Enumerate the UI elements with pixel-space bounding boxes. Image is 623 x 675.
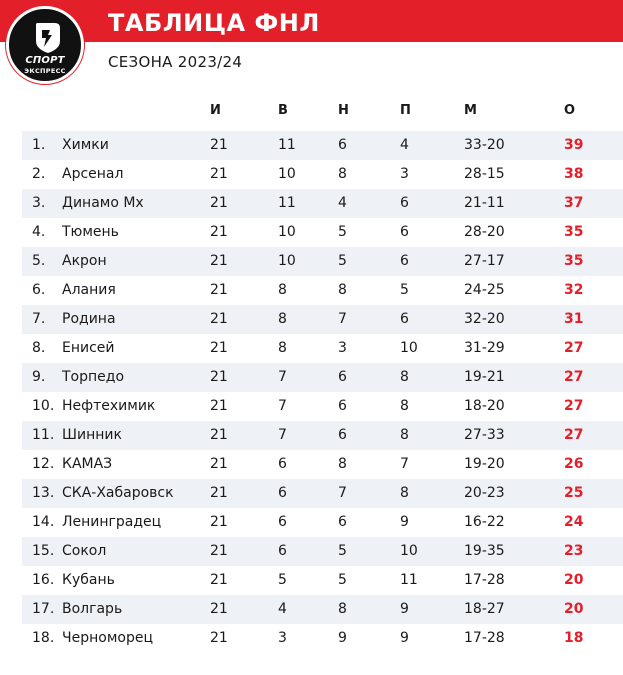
table-row xyxy=(22,450,623,479)
cell-points: 26 xyxy=(564,456,584,472)
cell-draws: 6 xyxy=(338,427,347,443)
column-header-draws: Н xyxy=(338,103,349,118)
cell-goals: 28-20 xyxy=(464,224,505,240)
cell-team-name: Торпедо xyxy=(62,369,125,385)
cell-team-name: Акрон xyxy=(62,253,107,269)
table-row xyxy=(22,276,623,305)
cell-position: 15. xyxy=(32,543,55,559)
cell-games: 21 xyxy=(210,485,228,501)
cell-losses: 9 xyxy=(400,630,409,646)
column-header-points: О xyxy=(564,103,576,118)
cell-goals: 19-35 xyxy=(464,543,505,559)
cell-wins: 6 xyxy=(278,485,287,501)
cell-draws: 5 xyxy=(338,543,347,559)
cell-team-name: Нефтехимик xyxy=(62,398,156,414)
cell-draws: 5 xyxy=(338,224,347,240)
cell-goals: 19-20 xyxy=(464,456,505,472)
cell-games: 21 xyxy=(210,166,228,182)
cell-games: 21 xyxy=(210,311,228,327)
cell-wins: 11 xyxy=(278,195,296,211)
cell-goals: 27-33 xyxy=(464,427,505,443)
cell-games: 21 xyxy=(210,195,228,211)
cell-losses: 8 xyxy=(400,369,409,385)
cell-games: 21 xyxy=(210,224,228,240)
cell-goals: 31-29 xyxy=(464,340,505,356)
cell-draws: 3 xyxy=(338,340,347,356)
cell-wins: 6 xyxy=(278,514,287,530)
cell-goals: 28-15 xyxy=(464,166,505,182)
column-header-losses: П xyxy=(400,103,411,118)
cell-wins: 10 xyxy=(278,253,296,269)
cell-points: 24 xyxy=(564,514,584,530)
cell-team-name: Черноморец xyxy=(62,630,153,646)
cell-points: 31 xyxy=(564,311,584,327)
table-row xyxy=(22,421,623,450)
logo-text-express: ЭКСПРЕСС xyxy=(24,67,66,75)
cell-games: 21 xyxy=(210,282,228,298)
cell-losses: 6 xyxy=(400,195,409,211)
cell-losses: 9 xyxy=(400,601,409,617)
table-row xyxy=(22,334,623,363)
cell-goals: 19-21 xyxy=(464,369,505,385)
cell-draws: 5 xyxy=(338,253,347,269)
cell-losses: 6 xyxy=(400,224,409,240)
cell-wins: 8 xyxy=(278,340,287,356)
column-header-goals: М xyxy=(464,103,477,118)
table-row xyxy=(22,305,623,334)
column-header-wins: В xyxy=(278,103,288,118)
cell-goals: 33-20 xyxy=(464,137,505,153)
cell-games: 21 xyxy=(210,427,228,443)
cell-points: 20 xyxy=(564,601,584,617)
cell-games: 21 xyxy=(210,137,228,153)
cell-wins: 6 xyxy=(278,543,287,559)
cell-wins: 10 xyxy=(278,224,296,240)
table-row xyxy=(22,595,623,624)
cell-wins: 6 xyxy=(278,456,287,472)
cell-draws: 8 xyxy=(338,282,347,298)
cell-goals: 18-20 xyxy=(464,398,505,414)
logo-text-sport: СПОРТ xyxy=(25,55,65,66)
table-row xyxy=(22,624,623,653)
cell-draws: 6 xyxy=(338,137,347,153)
cell-draws: 5 xyxy=(338,572,347,588)
cell-position: 9. xyxy=(32,369,46,385)
cell-team-name: Динамо Мх xyxy=(62,195,144,211)
cell-draws: 6 xyxy=(338,514,347,530)
table-row xyxy=(22,160,623,189)
cell-points: 32 xyxy=(564,282,584,298)
cell-points: 37 xyxy=(564,195,584,211)
cell-losses: 10 xyxy=(400,340,418,356)
cell-team-name: Алания xyxy=(62,282,116,298)
cell-team-name: Химки xyxy=(62,137,109,153)
table-row xyxy=(22,537,623,566)
cell-draws: 8 xyxy=(338,601,347,617)
cell-points: 23 xyxy=(564,543,584,559)
cell-draws: 8 xyxy=(338,456,347,472)
table-row xyxy=(22,363,623,392)
cell-team-name: Шинник xyxy=(62,427,122,443)
cell-losses: 9 xyxy=(400,514,409,530)
cell-position: 1. xyxy=(32,137,46,153)
cell-wins: 3 xyxy=(278,630,287,646)
cell-losses: 7 xyxy=(400,456,409,472)
cell-draws: 6 xyxy=(338,398,347,414)
cell-position: 3. xyxy=(32,195,46,211)
cell-draws: 7 xyxy=(338,485,347,501)
cell-wins: 7 xyxy=(278,369,287,385)
cell-team-name: Волгарь xyxy=(62,601,123,617)
cell-points: 27 xyxy=(564,340,584,356)
cell-games: 21 xyxy=(210,572,228,588)
cell-position: 16. xyxy=(32,572,55,588)
cell-goals: 32-20 xyxy=(464,311,505,327)
standings-table xyxy=(22,131,623,653)
cell-games: 21 xyxy=(210,630,228,646)
cell-points: 38 xyxy=(564,166,584,182)
cell-points: 18 xyxy=(564,630,584,646)
cell-goals: 16-22 xyxy=(464,514,505,530)
cell-games: 21 xyxy=(210,369,228,385)
cell-losses: 4 xyxy=(400,137,409,153)
cell-games: 21 xyxy=(210,340,228,356)
cell-draws: 4 xyxy=(338,195,347,211)
cell-points: 20 xyxy=(564,572,584,588)
table-row xyxy=(22,566,623,595)
cell-position: 18. xyxy=(32,630,55,646)
cell-points: 35 xyxy=(564,224,584,240)
cell-losses: 5 xyxy=(400,282,409,298)
cell-goals: 24-25 xyxy=(464,282,505,298)
cell-losses: 11 xyxy=(400,572,418,588)
cell-team-name: КАМАЗ xyxy=(62,456,113,472)
cell-wins: 8 xyxy=(278,282,287,298)
cell-games: 21 xyxy=(210,601,228,617)
cell-team-name: Тюмень xyxy=(62,224,119,240)
cell-position: 7. xyxy=(32,311,46,327)
cell-wins: 7 xyxy=(278,398,287,414)
cell-position: 5. xyxy=(32,253,46,269)
cell-games: 21 xyxy=(210,543,228,559)
cell-goals: 18-27 xyxy=(464,601,505,617)
cell-games: 21 xyxy=(210,253,228,269)
cell-team-name: Кубань xyxy=(62,572,115,588)
cell-wins: 4 xyxy=(278,601,287,617)
cell-position: 8. xyxy=(32,340,46,356)
cell-points: 35 xyxy=(564,253,584,269)
cell-team-name: Сокол xyxy=(62,543,107,559)
table-row xyxy=(22,479,623,508)
cell-goals: 27-17 xyxy=(464,253,505,269)
cell-goals: 21-11 xyxy=(464,195,505,211)
table-row xyxy=(22,131,623,160)
cell-team-name: Арсенал xyxy=(62,166,124,182)
cell-points: 39 xyxy=(564,137,584,153)
cell-wins: 7 xyxy=(278,427,287,443)
cell-wins: 11 xyxy=(278,137,296,153)
cell-team-name: СКА-Хабаровск xyxy=(62,485,174,501)
cell-wins: 5 xyxy=(278,572,287,588)
cell-losses: 10 xyxy=(400,543,418,559)
table-row xyxy=(22,189,623,218)
column-header-games: И xyxy=(210,103,221,118)
cell-losses: 3 xyxy=(400,166,409,182)
cell-games: 21 xyxy=(210,398,228,414)
cell-draws: 7 xyxy=(338,311,347,327)
page-subtitle: СЕЗОНА 2023/24 xyxy=(108,53,243,71)
cell-goals: 17-28 xyxy=(464,572,505,588)
sport-express-logo xyxy=(6,6,84,84)
cell-points: 27 xyxy=(564,398,584,414)
cell-goals: 20-23 xyxy=(464,485,505,501)
cell-losses: 8 xyxy=(400,485,409,501)
cell-position: 4. xyxy=(32,224,46,240)
cell-position: 14. xyxy=(32,514,55,530)
cell-position: 13. xyxy=(32,485,55,501)
cell-losses: 6 xyxy=(400,311,409,327)
cell-position: 11. xyxy=(32,427,55,443)
page-title: ТАБЛИЦА ФНЛ xyxy=(108,9,320,37)
cell-position: 10. xyxy=(32,398,55,414)
cell-wins: 8 xyxy=(278,311,287,327)
cell-position: 6. xyxy=(32,282,46,298)
cell-wins: 10 xyxy=(278,166,296,182)
cell-position: 12. xyxy=(32,456,55,472)
cell-draws: 6 xyxy=(338,369,347,385)
cell-points: 25 xyxy=(564,485,584,501)
cell-games: 21 xyxy=(210,456,228,472)
cell-team-name: Родина xyxy=(62,311,116,327)
table-row xyxy=(22,392,623,421)
table-row xyxy=(22,508,623,537)
table-row xyxy=(22,247,623,276)
table-row xyxy=(22,218,623,247)
cell-points: 27 xyxy=(564,427,584,443)
cell-team-name: Ленинградец xyxy=(62,514,162,530)
cell-losses: 6 xyxy=(400,253,409,269)
cell-draws: 8 xyxy=(338,166,347,182)
sport-express-logo-icon xyxy=(33,21,63,55)
cell-goals: 17-28 xyxy=(464,630,505,646)
cell-losses: 8 xyxy=(400,398,409,414)
cell-draws: 9 xyxy=(338,630,347,646)
cell-games: 21 xyxy=(210,514,228,530)
cell-position: 2. xyxy=(32,166,46,182)
cell-position: 17. xyxy=(32,601,55,617)
cell-points: 27 xyxy=(564,369,584,385)
cell-team-name: Енисей xyxy=(62,340,115,356)
cell-losses: 8 xyxy=(400,427,409,443)
